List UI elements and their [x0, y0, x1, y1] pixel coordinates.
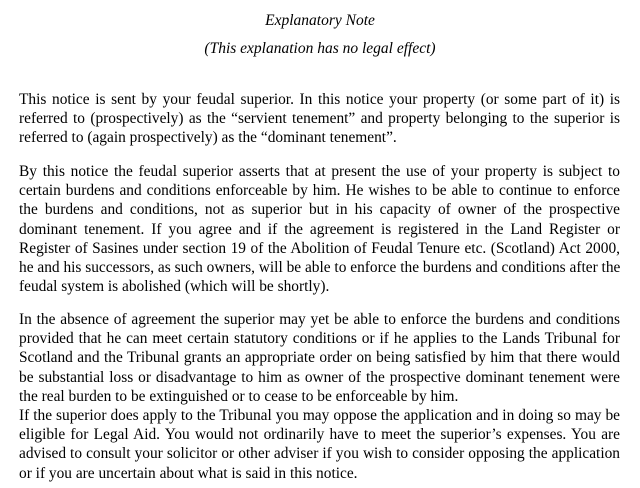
paragraph-line: dominant tenement. If you agree and if the agreement is registered in the Land Register or — [19, 220, 620, 238]
paragraph-4 — [19, 406, 620, 483]
document-subtitle: (This explanation has no legal effect) — [204, 40, 436, 57]
paragraph-line: referred to (prospectively) as the “servient tenement” and property belonging to the superior is — [19, 110, 620, 128]
paragraph-line: the real burden to be extinguished or to cease to be enforceable by him. — [19, 387, 459, 405]
paragraph-2 — [19, 162, 620, 296]
paragraph-line: the burdens and conditions, not as superior but in his capacity of owner of the prospective — [19, 201, 620, 219]
paragraph-line: By this notice the feudal superior asserts that at present the use of your property is subject to — [19, 163, 620, 180]
paragraph-line: This notice is sent by your feudal superior. In this notice your property (or some part of it) is — [19, 91, 620, 108]
paragraph-line: Register of Sasines under section 19 of the Abolition of Feudal Tenure etc. (Scotland) Act 2000, — [19, 239, 620, 257]
paragraph-line: In the absence of agreement the superior may yet be able to enforce the burdens and conditions — [19, 311, 620, 328]
paragraph-line: provided that he can meet certain statutory conditions or if he applies to the Lands Tribunal for — [19, 330, 620, 348]
paragraph-line: he and his successors, as such owners, will be able to enforce the burdens and conditions after the — [19, 258, 620, 276]
paragraph-line: feudal system is abolished (which will be shortly). — [19, 278, 330, 296]
paragraph-line: be substantial loss or disadvantage to him as owner of the prospective dominant tenement were — [19, 368, 620, 386]
paragraph-line: or if you are uncertain about what is said in this notice. — [19, 464, 358, 482]
paragraph-line: advised to consult your solicitor or other adviser if you wish to consider opposing the application — [19, 445, 620, 463]
paragraph-line: referred to (again prospectively) as the “dominant tenement”. — [19, 129, 397, 147]
paragraph-line: If the superior does apply to the Tribunal you may oppose the application and in doing so may be — [19, 407, 620, 424]
paragraph-line: certain burdens and conditions enforceable by him. He wishes to be able to continue to enforce — [19, 182, 620, 200]
document-title: Explanatory Note — [265, 12, 375, 29]
paragraph-line: Scotland and the Tribunal grants an appropriate order on being satisfied by him that there would — [19, 349, 620, 367]
paragraph-1 — [19, 90, 620, 148]
paragraph-line: eligible for Legal Aid. You would not ordinarily have to meet the superior’s expenses. You are — [19, 426, 620, 444]
paragraph-3 — [19, 310, 620, 406]
